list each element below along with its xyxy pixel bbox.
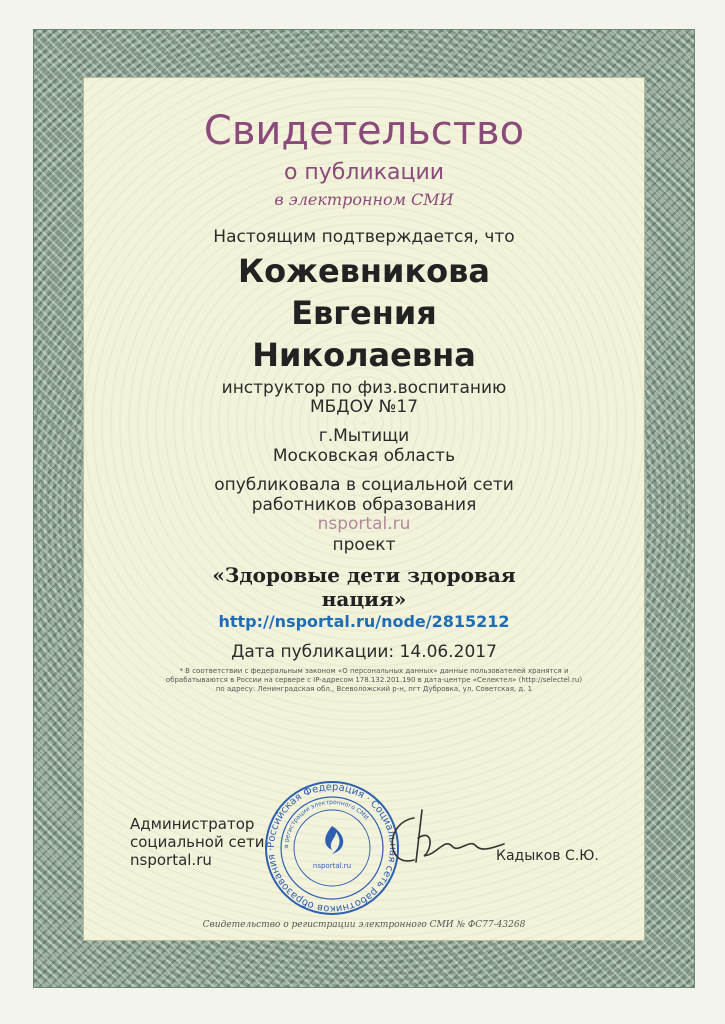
recipient-name — [84, 250, 644, 376]
organization-text: МБДОУ №17 — [309, 397, 419, 417]
project-title — [84, 563, 644, 611]
published-line-1: опубликовала в социальной сети — [214, 475, 514, 495]
certificate-body — [84, 78, 644, 940]
stamp-ring-text: Российская Федерация · Социальная сеть работников образования · — [265, 781, 399, 915]
stamp-center-text: nsportal.ru — [312, 862, 352, 870]
position-text: инструктор по физ.воспитанию — [221, 378, 507, 398]
project-link[interactable]: http://nsportal.ru/node/2815212 — [218, 612, 510, 631]
name-line: Евгения — [291, 294, 437, 332]
registry-text: Свидетельство о регистрации электронного СМИ № ФС77-43268 — [202, 920, 526, 930]
certificate-subtitle-2: в электронном СМИ — [274, 190, 454, 209]
city-text: г.Мытищи — [318, 426, 410, 446]
signer-name: Кадыков С.Ю. — [496, 848, 599, 864]
stamp-inner-text: в регистрации электронного СМИ — [282, 798, 370, 849]
admin-line: социальной сети — [130, 833, 265, 851]
footnote: * В соответствии с федеральным законом «О персональных данных» данные пользователей хранятся и обрабатываются в России на сервере с IP-адресом 178.132.201.190 в дата-центре «Селектел» (http://selectel.ru) по адресу: Ленинградская обл., Всеволожский р-н, пгт Дубровка, ул. Советская, д. 1 — [165, 667, 583, 693]
signature — [374, 798, 514, 878]
publication-date: Дата публикации: 14.06.2017 — [231, 642, 497, 662]
confirm-text: Настоящим подтверждается, что — [213, 227, 515, 247]
project-title-line: нация» — [321, 587, 407, 611]
flame-icon — [325, 826, 343, 854]
admin-line: Администратор — [130, 815, 255, 833]
project-title-line: «Здоровые дети здоровая — [212, 563, 516, 587]
site-name: nsportal.ru — [317, 514, 411, 534]
published-line-2: работников образования — [251, 495, 477, 515]
region-text: Московская область — [272, 446, 456, 466]
admin-line: nsportal.ru — [130, 851, 212, 869]
certificate-title: Свидетельство — [203, 108, 525, 154]
name-line: Кожевникова — [237, 252, 490, 290]
certificate-subtitle: о публикации — [283, 160, 445, 185]
admin-block — [130, 815, 264, 869]
name-line: Николаевна — [252, 336, 476, 374]
project-label: проект — [332, 535, 396, 555]
